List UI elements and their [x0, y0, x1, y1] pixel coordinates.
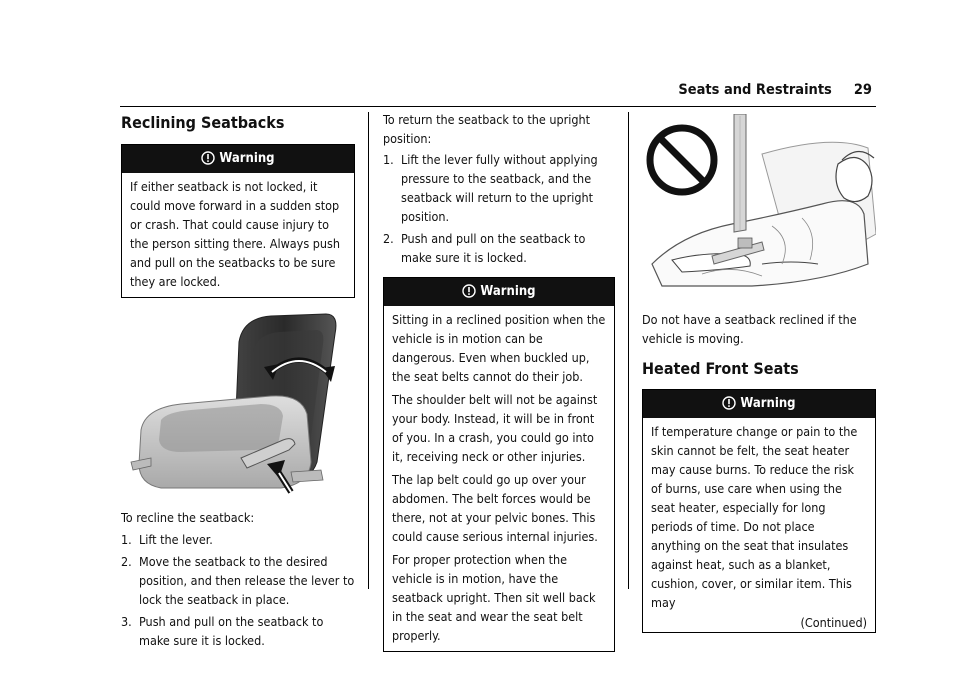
return-steps: [383, 150, 615, 267]
section-heading-heated: Heated Front Seats: [642, 359, 799, 378]
page-number: 29: [853, 82, 872, 98]
column-2: [383, 106, 615, 652]
reclined-occupant-illustration: [642, 114, 876, 294]
warning-box: [121, 144, 355, 298]
warning-header: [384, 278, 614, 306]
return-intro: To return the seatback to the upright position:: [383, 112, 591, 146]
section-title: Seats and Restraints: [678, 82, 832, 98]
list-item: 1. Lift the lever fully without applying pressure to the seatback, and the seatback will return to the upright position.: [383, 152, 598, 224]
column-3: [642, 106, 876, 633]
list-item: 2. Move the seatback to the desired position, and then release the lever to lock the seatback in place.: [121, 554, 355, 607]
column-divider: [368, 112, 369, 589]
continued-marker: (Continued): [800, 615, 867, 630]
section-heading-reclining: Reclining Seatbacks: [121, 113, 285, 132]
column-divider: [628, 112, 629, 589]
warning-icon: [722, 396, 736, 410]
running-header: [678, 80, 872, 100]
warning-text: If temperature change or pain to the skin cannot be felt, the seat heater may cause burns. To reduce the risk of burns, use care when using the seat heater, especially for long periods of time. Do not place anything on the seat that insulates against heat, such as a blanket, cushion, cover, or similar item. This may: [651, 424, 858, 610]
warning-header: [643, 390, 875, 418]
warning-header: [122, 145, 354, 173]
recline-steps: [121, 530, 355, 650]
warning-icon: [201, 151, 215, 165]
caution-text: Do not have a seatback reclined if the vehicle is moving.: [642, 312, 857, 346]
warning-label: Warning: [740, 396, 796, 411]
warning-icon: [462, 284, 476, 298]
warning-paragraph: The lap belt could go up over your abdomen. The belt forces would be there, not at your pelvic bones. This could cause serious internal injuries.: [392, 472, 598, 544]
warning-paragraph: The shoulder belt will not be against your body. Instead, it will be in front of you. In a crash, you could go into it, receiving neck or other injuries.: [392, 392, 598, 464]
warning-paragraph: Sitting in a reclined position when the vehicle is in motion can be dangerous. Even when buckled up, the seat belts cannot do their job.: [392, 312, 606, 384]
recline-intro: To recline the seatback:: [121, 510, 255, 525]
list-item: 1. Lift the lever.: [121, 532, 213, 547]
list-item: 3. Push and pull on the seatback to make sure it is locked.: [121, 614, 324, 648]
warning-paragraph: For proper protection when the vehicle is in motion, have the seatback upright. Then sit well back in the seat and wear the seat belt properly.: [392, 552, 596, 643]
warning-box: [642, 389, 876, 633]
list-item: 2. Push and pull on the seatback to make sure it is locked.: [383, 231, 586, 265]
warning-box: [383, 277, 615, 652]
warning-label: Warning: [219, 151, 275, 166]
column-1: [121, 106, 355, 653]
seat-recline-illustration: [121, 312, 355, 500]
warning-text: If either seatback is not locked, it could move forward in a sudden stop or crash. That could cause injury to the person sitting there. Always push and pull on the seatbacks to be sure they are locked.: [130, 179, 341, 289]
warning-label: Warning: [480, 284, 536, 299]
